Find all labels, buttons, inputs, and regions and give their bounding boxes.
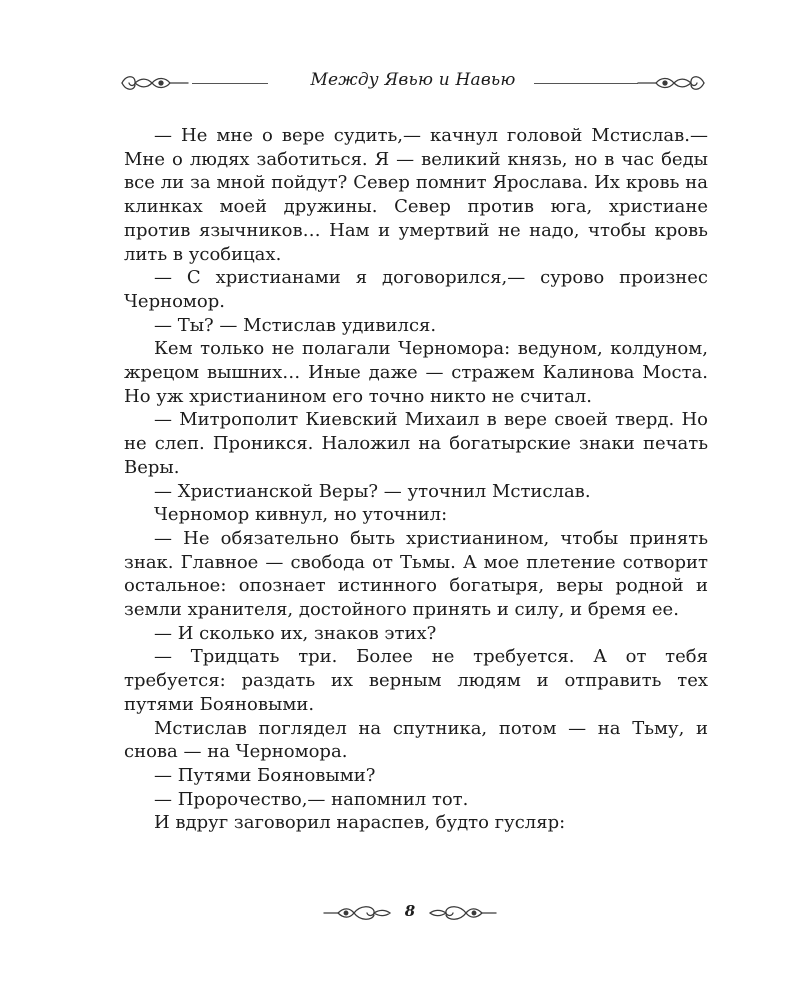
page-footer xyxy=(310,898,510,928)
page-number: 8 xyxy=(404,902,416,920)
paragraph: — Митрополит Киевский Михаил в вере своей тверд. Но не слеп. Проникся. Наложил на богатырские знаки печать Веры. xyxy=(124,409,708,478)
header-rule-right xyxy=(534,83,638,84)
paragraph: — С христианами я договорился,— сурово произнес Черномор. xyxy=(124,267,708,312)
paragraph: И вдруг заговорил нараспев, будто гусляр: xyxy=(154,812,566,834)
right-flourish-ornament-icon xyxy=(636,70,708,96)
paragraph: Черномор кивнул, но уточнил: xyxy=(154,504,448,526)
paragraph: — Не мне о вере судить,— качнул головой Мстислав.— Мне о людях заботиться. Я — великий князь, но в час беды все ли за мной пойдут? Север помнит Ярослава. Их кровь на клинках моей дружины. Север против юга, христиане против язычников… Нам и умертвий не надо, чтобы кровь лить в усобицах. xyxy=(124,125,708,265)
paragraph: — Тридцать три. Более не требуется. А от тебя требуется: раздать их верным людям и отправить тех путями Бояновыми. xyxy=(124,646,708,715)
running-head-title: Между Явью и Навью xyxy=(310,70,516,90)
paragraph: — Христианской Веры? — уточнил Мстислав. xyxy=(154,480,591,502)
paragraph: — Ты? — Мстислав удивился. xyxy=(154,314,437,336)
body-text xyxy=(124,124,708,835)
paragraph: — И сколько их, знаков этих? xyxy=(154,622,437,644)
paragraph: Мстислав поглядел на спутника, потом — на Тьму, и снова — на Черномора. xyxy=(124,717,708,763)
paragraph: — Путями Бояновыми? xyxy=(154,764,376,786)
running-head xyxy=(118,66,708,98)
footer-right-ornament-icon xyxy=(426,902,498,924)
paragraph: — Пророчество,— напомнил тот. xyxy=(154,788,469,810)
paragraph: — Не обязательно быть христианином, чтобы принять знак. Главное — свобода от Тьмы. А мое плетение сотворит остальное: опознает истинного богатыря, веры родной и земли хранителя, достойного принять и силу, и бремя ее. xyxy=(124,527,708,621)
paragraph: Кем только не полагали Черномора: ведуном, колдуном, жрецом вышних… Иные даже — стражем Калинова Моста. Но уж христианином его точно никто не считал. xyxy=(124,338,708,407)
